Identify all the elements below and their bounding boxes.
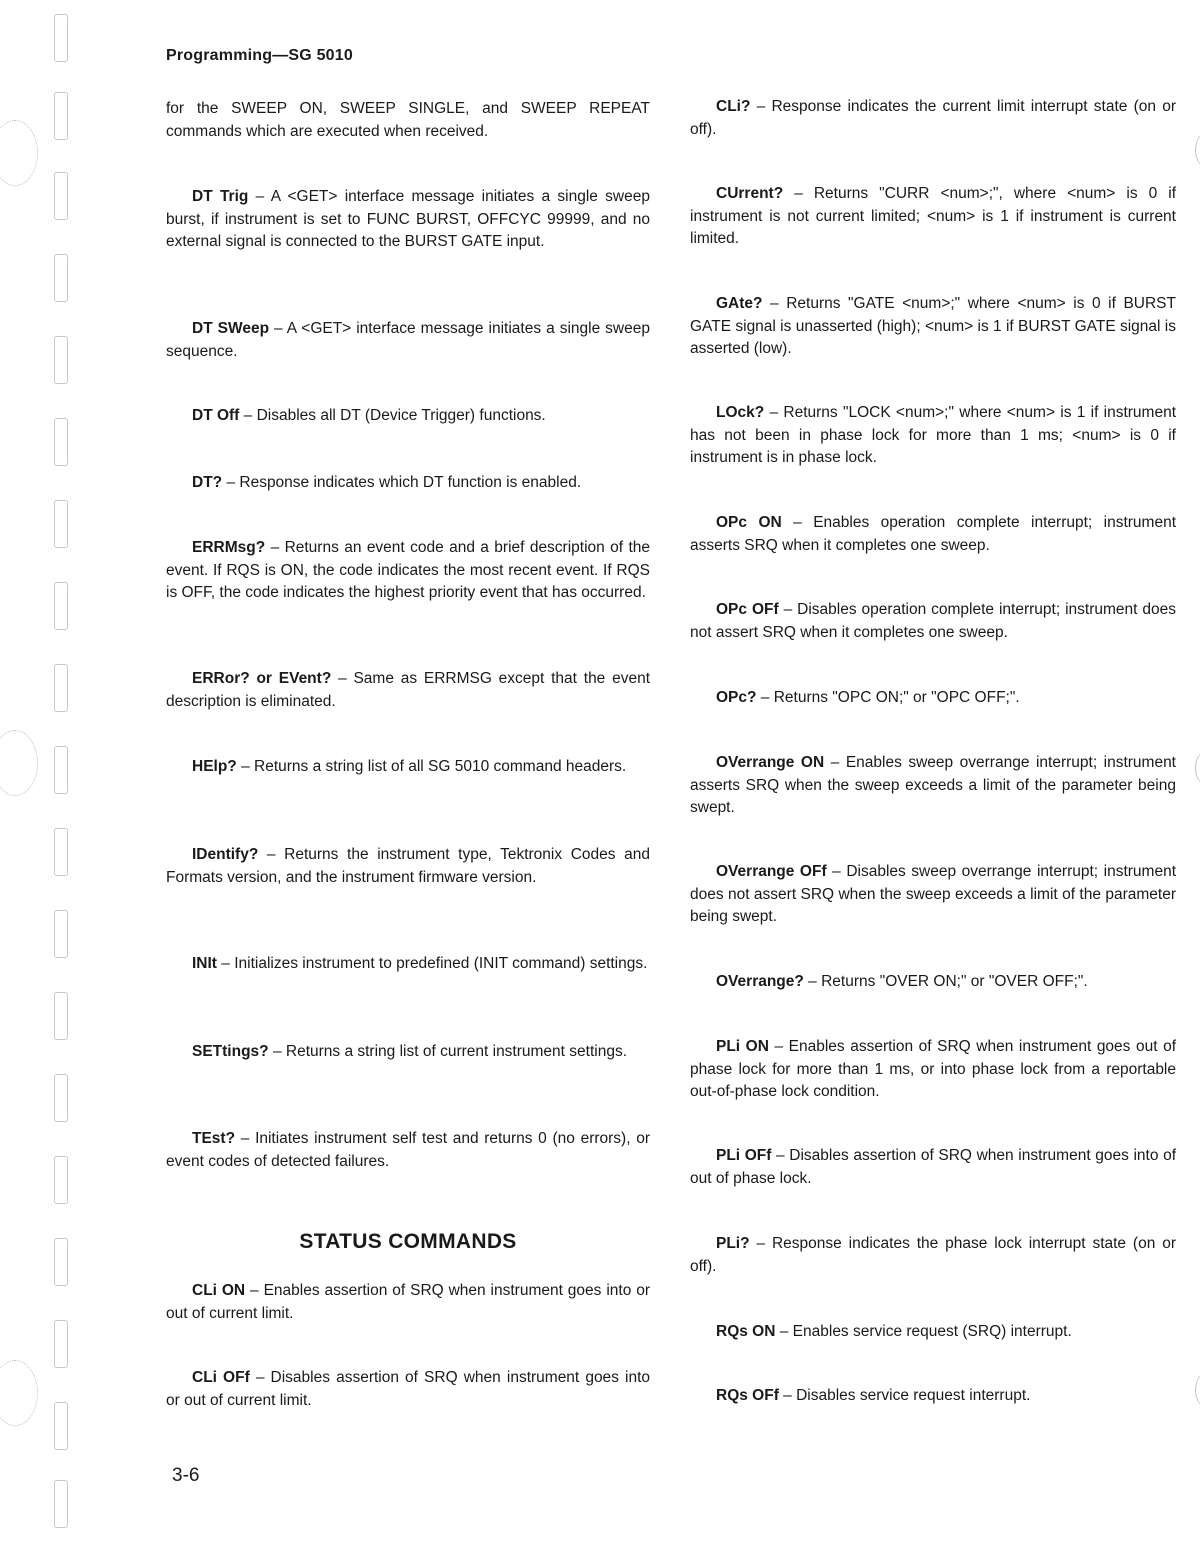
command-entry-dt-trig: DT Trig – A <GET> interface message initiates a single sweep burst, if instrument is set to FUNC BURST, OFFCYC 99999, and no external signal is connected to the BURST GATE input. <box>166 188 650 250</box>
command-entry-error-event: ERRor? or EVent? – Same as ERRMSG except that the event description is eliminated. <box>166 670 650 710</box>
command-name: ERRor? or EVent? <box>192 670 332 687</box>
command-description: Returns a string list of all SG 5010 command headers. <box>254 758 627 775</box>
ring-mark <box>0 1360 38 1426</box>
binder-hole <box>54 1074 68 1122</box>
command-name: PLi ON <box>716 1038 769 1055</box>
command-name: OVerrange? <box>716 973 804 990</box>
binder-hole <box>54 582 68 630</box>
command-entry-cli-on: CLi ON – Enables assertion of SRQ when instrument goes into or out of current limit. <box>166 1282 650 1322</box>
binder-hole <box>54 336 68 384</box>
command-description: Disables operation complete interrupt; instrument does not assert SRQ when it completes one sweep. <box>690 601 1177 641</box>
command-name: CLi? <box>716 98 751 115</box>
binder-hole <box>54 1480 68 1528</box>
binder-hole <box>54 664 68 712</box>
command-entry-cli-off: CLi OFf – Disables assertion of SRQ when instrument goes into or out of current limit. <box>166 1369 651 1409</box>
command-description: A <GET> interface message initiates a single sweep burst, if instrument is set to FUNC BURST, OFFCYC 99999, and no external signal is connected to the BURST GATE input. <box>166 188 650 250</box>
page-number: 3-6 <box>172 1465 200 1486</box>
command-name: RQs OFf <box>716 1387 779 1404</box>
command-entry-rqs-on: RQs ON – Enables service request (SRQ) interrupt. <box>716 1323 1072 1340</box>
command-name: CLi ON <box>192 1282 246 1299</box>
binder-holes <box>46 0 70 1568</box>
command-entry-pli-query: PLi? – Response indicates the phase lock interrupt state (on or off). <box>690 1235 1176 1275</box>
command-name: OVerrange OFf <box>716 863 827 880</box>
command-entry-overrange-query: OVerrange? – Returns "OVER ON;" or "OVER OFF;". <box>716 973 1088 990</box>
command-description: Returns "OVER ON;" or "OVER OFF;". <box>821 973 1088 990</box>
binder-hole <box>54 910 68 958</box>
command-description: Response indicates which DT function is enabled. <box>239 474 582 491</box>
command-name: SETtings? <box>192 1043 269 1060</box>
binder-hole <box>54 1238 68 1286</box>
command-description: Disables sweep overrange interrupt; instrument does not assert SRQ when the sweep exceeds a limit of the parameter being swept. <box>690 863 1177 925</box>
section-heading-status-commands: STATUS COMMANDS <box>299 1230 517 1253</box>
command-description: Response indicates the phase lock interrupt state (on or off). <box>690 1235 1176 1275</box>
command-entry-dt-off: DT Off – Disables all DT (Device Trigger) functions. <box>192 407 546 424</box>
command-description: Same as ERRMSG except that the event description is eliminated. <box>166 670 650 710</box>
ring-mark <box>0 730 38 796</box>
binder-hole <box>54 1402 68 1450</box>
command-description: Response indicates the current limit interrupt state (on or off). <box>690 98 1176 138</box>
command-entry-dt-sweep: DT SWeep – A <GET> interface message initiates a single sweep sequence. <box>166 320 650 360</box>
command-description: Enables assertion of SRQ when instrument goes into or out of current limit. <box>166 1282 650 1322</box>
command-entry-pli-on: PLi ON – Enables assertion of SRQ when instrument goes out of phase lock for more than 1 ms, or into phase lock from a reportable out-of-phase lock condition. <box>690 1038 1177 1100</box>
command-description: Disables all DT (Device Trigger) functions. <box>256 407 546 424</box>
command-description: Disables assertion of SRQ when instrument goes into or out of current limit. <box>166 1369 651 1409</box>
command-description: Returns "CURR <num>;", where <num> is 0 if instrument is not current limited; <num> is 1 if instrument is current limited. <box>690 185 1177 247</box>
binder-hole <box>54 1320 68 1368</box>
command-entry-identify: IDentify? – Returns the instrument type, Tektronix Codes and Formats version, and the instrument firmware version. <box>166 846 651 886</box>
command-name: PLi OFf <box>716 1147 772 1164</box>
command-description: Enables service request (SRQ) interrupt. <box>792 1323 1072 1340</box>
command-entry-init: INIt – Initializes instrument to predefined (INIT command) settings. <box>192 955 648 972</box>
command-name: HElp? <box>192 758 237 775</box>
command-name: ERRMsg? <box>192 539 266 556</box>
command-description: Initializes instrument to predefined (INIT command) settings. <box>234 955 648 972</box>
binder-hole <box>54 172 68 220</box>
command-entry-opc-query: OPc? – Returns "OPC ON;" or "OPC OFF;". <box>716 689 1020 706</box>
command-description: Enables operation complete interrupt; instrument asserts SRQ when it completes one sweep. <box>690 514 1177 554</box>
command-name: OPc ON <box>716 514 782 531</box>
binder-hole <box>54 828 68 876</box>
command-entry-current: CUrrent? – Returns "CURR <num>;", where <num> is 0 if instrument is not current limited; <num> is 1 if instrument is current limited. <box>690 185 1177 247</box>
command-description: Returns a string list of current instrument settings. <box>285 1043 628 1060</box>
command-entry-overrange-on: OVerrange ON – Enables sweep overrange interrupt; instrument asserts SRQ when the sweep exceeds a limit of the parameter being swept. <box>690 754 1176 816</box>
binder-hole <box>54 746 68 794</box>
command-name: OVerrange ON <box>716 754 825 771</box>
command-name: DT? <box>192 474 223 491</box>
binder-hole <box>54 1156 68 1204</box>
intro-paragraph: for the SWEEP ON, SWEEP SINGLE, and SWEEP REPEAT commands which are executed when received. <box>166 100 650 140</box>
command-description: Returns "GATE <num>;" where <num> is 0 if BURST GATE signal is unasserted (high); <num> is 1 if BURST GATE signal is asserted (low). <box>690 295 1176 357</box>
command-entry-errmsg: ERRMsg? – Returns an event code and a brief description of the event. If RQS is ON, the code indicates the most recent event. If RQS is OFF, the code indicates the highest priority event that has occurred. <box>166 539 650 601</box>
command-name: RQs ON <box>716 1323 776 1340</box>
command-name: OPc OFf <box>716 601 779 618</box>
ring-mark <box>1195 748 1200 788</box>
command-name: DT SWeep <box>192 320 270 337</box>
command-entry-overrange-off: OVerrange OFf – Disables sweep overrange interrupt; instrument does not assert SRQ when the sweep exceeds a limit of the parameter being swept. <box>690 863 1177 925</box>
command-entry-opc-off: OPc OFf – Disables operation complete interrupt; instrument does not assert SRQ when it completes one sweep. <box>690 601 1177 641</box>
command-entry-cli-query: CLi? – Response indicates the current limit interrupt state (on or off). <box>690 98 1176 138</box>
command-description: Disables assertion of SRQ when instrument goes into of out of phase lock. <box>690 1147 1177 1187</box>
command-entry-pli-off: PLi OFf – Disables assertion of SRQ when instrument goes into of out of phase lock. <box>690 1147 1177 1187</box>
running-head: Programming—SG 5010 <box>166 47 353 64</box>
command-description: Returns "LOCK <num>;" where <num> is 1 if instrument has not been in phase lock for more than 1 ms; <num> is 0 if instrument is in phase lock. <box>690 404 1177 466</box>
command-entry-help: HElp? – Returns a string list of all SG 5010 command headers. <box>192 758 627 775</box>
command-entry-gate: GAte? – Returns "GATE <num>;" where <num> is 0 if BURST GATE signal is unasserted (high); <num> is 1 if BURST GATE signal is asserted (low). <box>690 295 1176 357</box>
command-description: Disables service request interrupt. <box>796 1387 1031 1404</box>
command-entry-test: TEst? – Initiates instrument self test and returns 0 (no errors), or event codes of detected failures. <box>166 1130 650 1170</box>
binder-hole <box>54 254 68 302</box>
command-name: PLi? <box>716 1235 750 1252</box>
command-name: CLi OFf <box>192 1369 250 1386</box>
command-description: A <GET> interface message initiates a single sweep sequence. <box>166 320 650 360</box>
binder-hole <box>54 14 68 62</box>
command-description: Enables sweep overrange interrupt; instrument asserts SRQ when the sweep exceeds a limit of the parameter being swept. <box>690 754 1176 816</box>
command-name: DT Off <box>192 407 240 424</box>
command-name: TEst? <box>192 1130 236 1147</box>
command-name: OPc? <box>716 689 757 706</box>
ring-mark <box>0 120 38 186</box>
command-description: Enables assertion of SRQ when instrument goes out of phase lock for more than 1 ms, or into phase lock from a reportable out-of-phase lock condition. <box>690 1038 1177 1100</box>
ring-mark <box>1195 130 1200 170</box>
command-entry-dt-query: DT? – Response indicates which DT function is enabled. <box>192 474 582 491</box>
command-entry-settings: SETtings? – Returns a string list of current instrument settings. <box>192 1043 628 1060</box>
command-name: LOck? <box>716 404 765 421</box>
command-description: Returns "OPC ON;" or "OPC OFF;". <box>773 689 1020 706</box>
binder-hole <box>54 92 68 140</box>
binder-hole <box>54 418 68 466</box>
command-name: INIt <box>192 955 217 972</box>
command-description: Returns the instrument type, Tektronix Codes and Formats version, and the instrument firmware version. <box>166 846 651 886</box>
binder-hole <box>54 992 68 1040</box>
command-name: DT Trig <box>192 188 249 205</box>
command-description: Initiates instrument self test and returns 0 (no errors), or event codes of detected failures. <box>166 1130 650 1170</box>
command-name: IDentify? <box>192 846 259 863</box>
command-description: Returns an event code and a brief description of the event. If RQS is ON, the code indicates the most recent event. If RQS is OFF, the code indicates the highest priority event that has occurred. <box>166 539 650 601</box>
command-entry-opc-on: OPc ON – Enables operation complete interrupt; instrument asserts SRQ when it completes one sweep. <box>690 514 1177 554</box>
ring-mark <box>1195 1370 1200 1410</box>
binder-hole <box>54 500 68 548</box>
command-name: GAte? <box>716 295 763 312</box>
command-name: CUrrent? <box>716 185 784 202</box>
command-entry-lock: LOck? – Returns "LOCK <num>;" where <num> is 1 if instrument has not been in phase lock for more than 1 ms; <num> is 0 if instrument is in phase lock. <box>690 404 1177 466</box>
command-entry-rqs-off: RQs OFf – Disables service request interrupt. <box>716 1387 1031 1404</box>
